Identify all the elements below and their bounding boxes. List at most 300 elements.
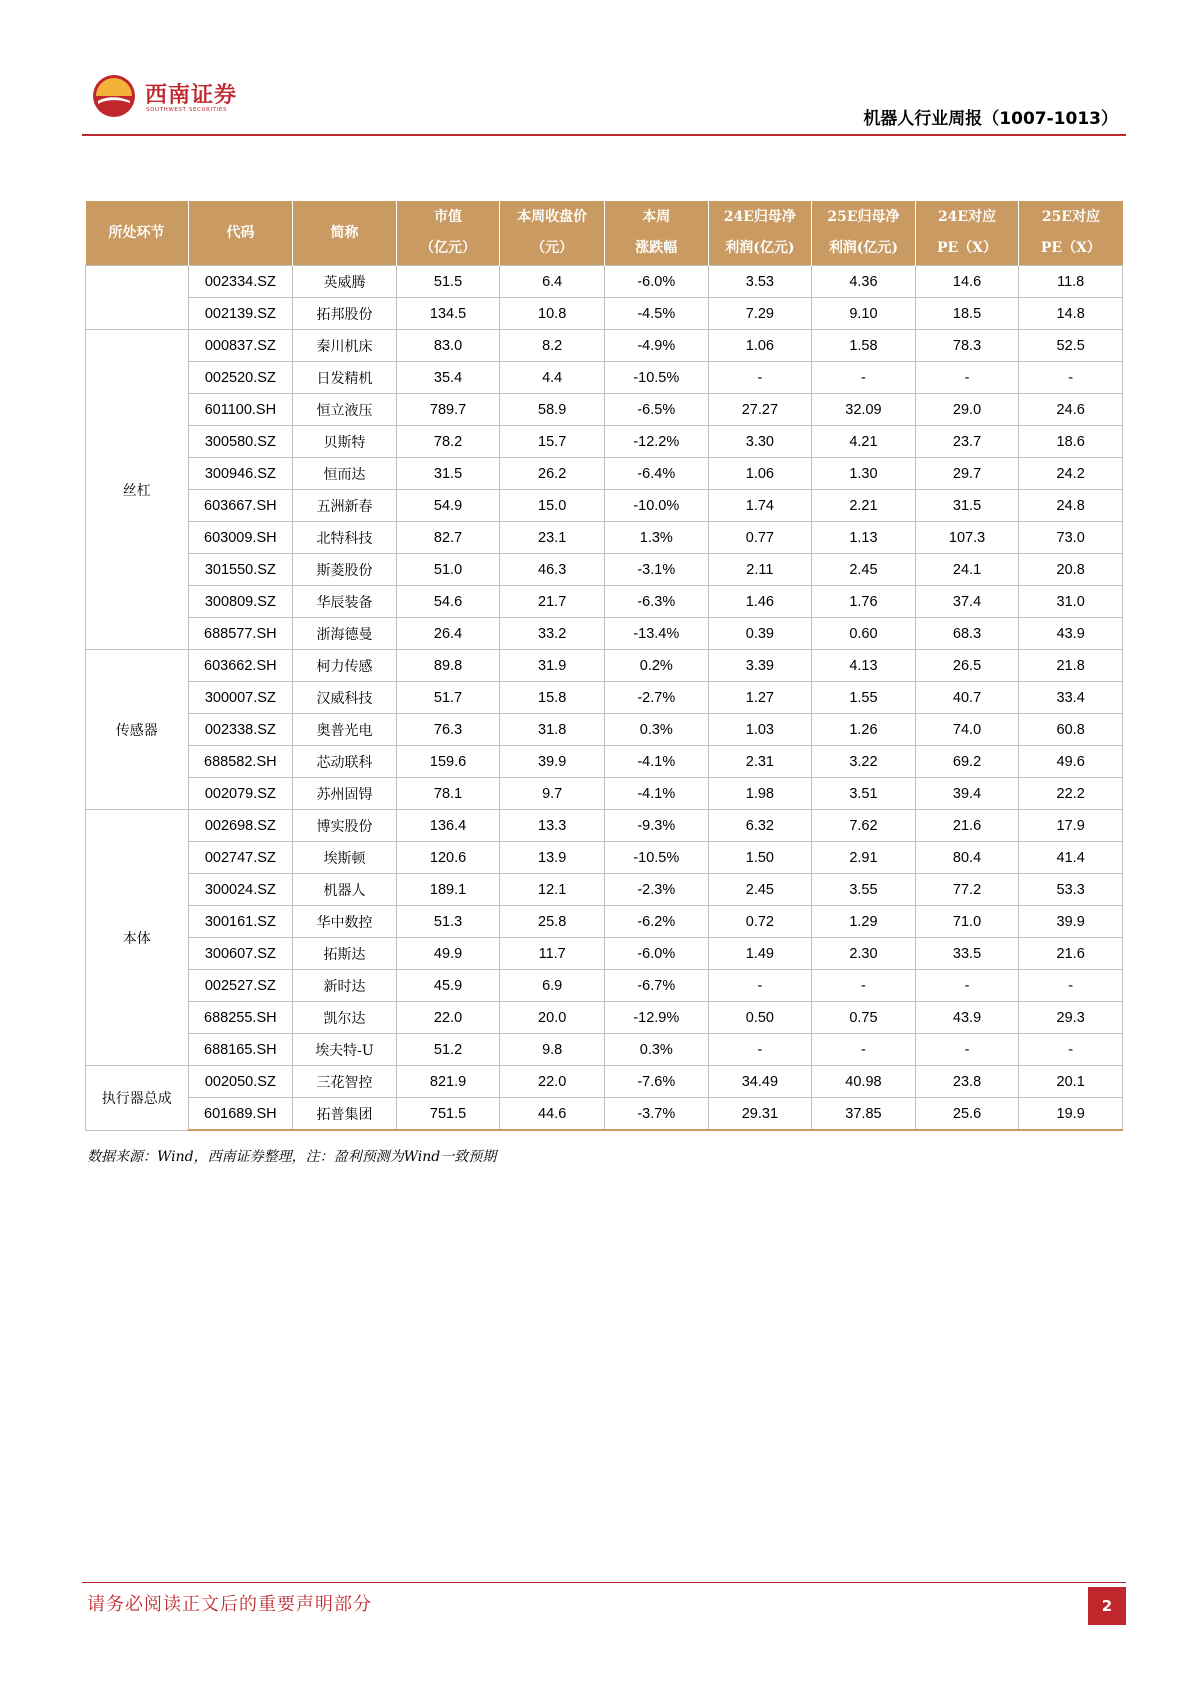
profit-24e-cell: 1.46 [708, 586, 812, 618]
profit-25e-cell: 9.10 [812, 298, 916, 330]
header-text: 简称 [330, 224, 359, 241]
weekly-change-cell: -4.9% [605, 330, 709, 362]
pe-25e-cell: 41.4 [1019, 842, 1123, 874]
pe-25e-cell: 24.2 [1019, 458, 1123, 490]
pe-24e-cell: 25.6 [915, 1098, 1019, 1131]
pe-25e-cell: 18.6 [1019, 426, 1123, 458]
market-cap-cell: 45.9 [396, 970, 500, 1002]
pe-24e-cell: 74.0 [915, 714, 1019, 746]
page-number: 2 [1088, 1587, 1126, 1625]
weekly-change-cell: -6.0% [605, 938, 709, 970]
profit-24e-cell: 0.77 [708, 522, 812, 554]
header-text: 所处环节 [108, 224, 165, 241]
weekly-change-cell: 0.2% [605, 650, 709, 682]
header-cell [708, 201, 812, 266]
name-cell: 秦川机床 [293, 330, 397, 362]
profit-24e-cell: 3.39 [708, 650, 812, 682]
profit-24e-cell: 2.45 [708, 874, 812, 906]
close-price-cell: 10.8 [500, 298, 605, 330]
code-cell: 300161.SZ [188, 906, 293, 938]
profit-25e-cell: 1.26 [812, 714, 916, 746]
profit-24e-cell: 1.98 [708, 778, 812, 810]
weekly-change-cell: -6.4% [605, 458, 709, 490]
profit-24e-cell: 1.03 [708, 714, 812, 746]
profit-25e-cell: 32.09 [812, 394, 916, 426]
pe-25e-cell: 19.9 [1019, 1098, 1123, 1131]
pe-25e-cell: 29.3 [1019, 1002, 1123, 1034]
close-price-cell: 39.9 [500, 746, 605, 778]
close-price-cell: 9.7 [500, 778, 605, 810]
profit-25e-cell: 2.45 [812, 554, 916, 586]
pe-24e-cell: 33.5 [915, 938, 1019, 970]
pe-24e-cell: 78.3 [915, 330, 1019, 362]
market-cap-cell: 54.6 [396, 586, 500, 618]
table-row [86, 554, 1123, 586]
weekly-change-cell: -6.5% [605, 394, 709, 426]
close-price-cell: 6.9 [500, 970, 605, 1002]
profit-25e-cell: 1.13 [812, 522, 916, 554]
profit-24e-cell: 1.50 [708, 842, 812, 874]
pe-24e-cell: 26.5 [915, 650, 1019, 682]
market-cap-cell: 51.0 [396, 554, 500, 586]
pe-25e-cell: 53.3 [1019, 874, 1123, 906]
market-cap-cell: 89.8 [396, 650, 500, 682]
header-text: 25E对应 [1041, 209, 1100, 225]
profit-25e-cell: 37.85 [812, 1098, 916, 1131]
code-cell: 300607.SZ [188, 938, 293, 970]
weekly-change-cell: -2.3% [605, 874, 709, 906]
market-cap-cell: 789.7 [396, 394, 500, 426]
code-cell: 002334.SZ [188, 266, 293, 298]
table-row [86, 618, 1123, 650]
header-cell [500, 201, 605, 266]
close-price-cell: 9.8 [500, 1034, 605, 1066]
close-price-cell: 6.4 [500, 266, 605, 298]
weekly-change-cell: -10.5% [605, 362, 709, 394]
profit-25e-cell: 3.22 [812, 746, 916, 778]
profit-25e-cell: 4.36 [812, 266, 916, 298]
profit-25e-cell: 1.30 [812, 458, 916, 490]
name-cell: 汉威科技 [293, 682, 397, 714]
header-cell [188, 201, 293, 266]
profit-25e-cell: - [812, 1034, 916, 1066]
header-cell [605, 201, 709, 266]
weekly-change-cell: -7.6% [605, 1066, 709, 1098]
code-cell: 603667.SH [188, 490, 293, 522]
close-price-cell: 25.8 [500, 906, 605, 938]
code-cell: 601689.SH [188, 1098, 293, 1131]
header-text: 代码 [226, 224, 255, 241]
segment-cell: 执行器总成 [86, 1066, 189, 1131]
table-body [86, 266, 1123, 1131]
profit-24e-cell: 1.27 [708, 682, 812, 714]
profit-25e-cell: 3.51 [812, 778, 916, 810]
close-price-cell: 31.9 [500, 650, 605, 682]
profit-25e-cell: 40.98 [812, 1066, 916, 1098]
pe-25e-cell: 17.9 [1019, 810, 1123, 842]
pe-25e-cell: 43.9 [1019, 618, 1123, 650]
table-row [86, 874, 1123, 906]
table-header [86, 201, 1123, 266]
profit-24e-cell: 3.53 [708, 266, 812, 298]
table-row [86, 1002, 1123, 1034]
header-cell [293, 201, 397, 266]
pe-25e-cell: 24.6 [1019, 394, 1123, 426]
weekly-change-cell: -12.2% [605, 426, 709, 458]
profit-25e-cell: 7.62 [812, 810, 916, 842]
header-text: PE（X） [936, 240, 998, 256]
code-cell: 002520.SZ [188, 362, 293, 394]
market-cap-cell: 189.1 [396, 874, 500, 906]
weekly-change-cell: -13.4% [605, 618, 709, 650]
table-row [86, 810, 1123, 842]
pe-24e-cell: 43.9 [915, 1002, 1019, 1034]
header-cell [396, 201, 500, 266]
code-cell: 688582.SH [188, 746, 293, 778]
close-price-cell: 46.3 [500, 554, 605, 586]
market-cap-cell: 83.0 [396, 330, 500, 362]
profit-24e-cell: 1.49 [708, 938, 812, 970]
weekly-change-cell: -3.1% [605, 554, 709, 586]
table-row [86, 650, 1123, 682]
header-cell [86, 201, 189, 266]
segment-cell: 丝杠 [86, 330, 189, 650]
code-cell: 002747.SZ [188, 842, 293, 874]
profit-25e-cell: 1.55 [812, 682, 916, 714]
profit-25e-cell: - [812, 362, 916, 394]
profit-25e-cell: - [812, 970, 916, 1002]
close-price-cell: 15.0 [500, 490, 605, 522]
header-cell [915, 201, 1019, 266]
code-cell: 688577.SH [188, 618, 293, 650]
profit-24e-cell: 7.29 [708, 298, 812, 330]
header-text: （元） [531, 240, 574, 256]
profit-24e-cell: 0.39 [708, 618, 812, 650]
profit-24e-cell: - [708, 970, 812, 1002]
market-cap-cell: 49.9 [396, 938, 500, 970]
table-row [86, 586, 1123, 618]
segment-cell [86, 266, 189, 330]
header-text: PE（X） [1040, 240, 1101, 256]
weekly-change-cell: -9.3% [605, 810, 709, 842]
pe-24e-cell: - [915, 1034, 1019, 1066]
table-row [86, 394, 1123, 426]
pe-25e-cell: 20.1 [1019, 1066, 1123, 1098]
name-cell: 苏州固锝 [293, 778, 397, 810]
code-cell: 002139.SZ [188, 298, 293, 330]
code-cell: 002079.SZ [188, 778, 293, 810]
profit-25e-cell: 0.75 [812, 1002, 916, 1034]
weekly-change-cell: -4.1% [605, 778, 709, 810]
table-row [86, 970, 1123, 1002]
close-price-cell: 44.6 [500, 1098, 605, 1131]
code-cell: 601100.SH [188, 394, 293, 426]
weekly-change-cell: -6.0% [605, 266, 709, 298]
header-text: 本周 [642, 209, 671, 225]
close-price-cell: 13.3 [500, 810, 605, 842]
weekly-change-cell: -10.5% [605, 842, 709, 874]
company-logo [92, 74, 252, 122]
pe-25e-cell: - [1019, 970, 1123, 1002]
table-row [86, 266, 1123, 298]
close-price-cell: 58.9 [500, 394, 605, 426]
pe-24e-cell: 31.5 [915, 490, 1019, 522]
header-text: 25E归母净 [827, 209, 900, 225]
header-text: 本周收盘价 [517, 209, 588, 225]
code-cell: 688255.SH [188, 1002, 293, 1034]
report-title: 机器人行业周报（1007-1013） [863, 109, 1118, 129]
table-row [86, 746, 1123, 778]
weekly-change-cell: -6.3% [605, 586, 709, 618]
pe-24e-cell: 107.3 [915, 522, 1019, 554]
close-price-cell: 4.4 [500, 362, 605, 394]
header-text: 利润(亿元) [725, 240, 795, 256]
logo-emblem-icon [92, 74, 136, 118]
market-cap-cell: 51.5 [396, 266, 500, 298]
header-text: 24E对应 [937, 209, 997, 225]
segment-cell: 本体 [86, 810, 189, 1066]
name-cell: 埃斯顿 [293, 842, 397, 874]
code-cell: 300007.SZ [188, 682, 293, 714]
name-cell: 拓普集团 [293, 1098, 397, 1131]
profit-24e-cell: 27.27 [708, 394, 812, 426]
table-row [86, 490, 1123, 522]
table-row [86, 458, 1123, 490]
logo-english-name: SOUTHWEST SECURITIES [146, 107, 228, 113]
name-cell: 浙海德曼 [293, 618, 397, 650]
footer-divider [82, 1582, 1126, 1583]
pe-24e-cell: 14.6 [915, 266, 1019, 298]
pe-24e-cell: 18.5 [915, 298, 1019, 330]
code-cell: 300809.SZ [188, 586, 293, 618]
name-cell: 博实股份 [293, 810, 397, 842]
table-row [86, 906, 1123, 938]
weekly-change-cell: -10.0% [605, 490, 709, 522]
name-cell: 五洲新春 [293, 490, 397, 522]
pe-24e-cell: 40.7 [915, 682, 1019, 714]
market-cap-cell: 51.3 [396, 906, 500, 938]
market-cap-cell: 136.4 [396, 810, 500, 842]
pe-24e-cell: 39.4 [915, 778, 1019, 810]
name-cell: 拓斯达 [293, 938, 397, 970]
table-row [86, 522, 1123, 554]
profit-24e-cell: - [708, 362, 812, 394]
name-cell: 华辰装备 [293, 586, 397, 618]
profit-25e-cell: 4.21 [812, 426, 916, 458]
header-divider [82, 134, 1126, 136]
market-cap-cell: 134.5 [396, 298, 500, 330]
table-row [86, 682, 1123, 714]
market-cap-cell: 54.9 [396, 490, 500, 522]
pe-25e-cell: 33.4 [1019, 682, 1123, 714]
pe-24e-cell: 23.7 [915, 426, 1019, 458]
close-price-cell: 15.8 [500, 682, 605, 714]
profit-24e-cell: 1.74 [708, 490, 812, 522]
table-row [86, 778, 1123, 810]
close-price-cell: 31.8 [500, 714, 605, 746]
name-cell: 埃夫特-U [293, 1034, 397, 1066]
market-cap-cell: 76.3 [396, 714, 500, 746]
code-cell: 688165.SH [188, 1034, 293, 1066]
weekly-change-cell: -6.7% [605, 970, 709, 1002]
name-cell: 贝斯特 [293, 426, 397, 458]
pe-25e-cell: 21.6 [1019, 938, 1123, 970]
profit-24e-cell: 29.31 [708, 1098, 812, 1131]
pe-25e-cell: - [1019, 362, 1123, 394]
table-row [86, 1066, 1123, 1098]
name-cell: 英威腾 [293, 266, 397, 298]
market-cap-cell: 120.6 [396, 842, 500, 874]
profit-25e-cell: 4.13 [812, 650, 916, 682]
name-cell: 日发精机 [293, 362, 397, 394]
footer-disclaimer: 请务必阅读正文后的重要声明部分 [87, 1594, 372, 1615]
profit-24e-cell: 6.32 [708, 810, 812, 842]
name-cell: 柯力传感 [293, 650, 397, 682]
header-text: 市值 [434, 209, 463, 225]
weekly-change-cell: -6.2% [605, 906, 709, 938]
market-cap-cell: 51.7 [396, 682, 500, 714]
profit-25e-cell: 1.76 [812, 586, 916, 618]
pe-25e-cell: 14.8 [1019, 298, 1123, 330]
code-cell: 002338.SZ [188, 714, 293, 746]
weekly-change-cell: -4.5% [605, 298, 709, 330]
pe-25e-cell: - [1019, 1034, 1123, 1066]
table-row [86, 714, 1123, 746]
code-cell: 603009.SH [188, 522, 293, 554]
profit-25e-cell: 2.21 [812, 490, 916, 522]
header-cell [812, 201, 916, 266]
pe-24e-cell: 24.1 [915, 554, 1019, 586]
name-cell: 芯动联科 [293, 746, 397, 778]
close-price-cell: 13.9 [500, 842, 605, 874]
profit-25e-cell: 2.30 [812, 938, 916, 970]
market-cap-cell: 159.6 [396, 746, 500, 778]
header-cell [1019, 201, 1123, 266]
pe-24e-cell: - [915, 362, 1019, 394]
table-row [86, 362, 1123, 394]
profit-25e-cell: 0.60 [812, 618, 916, 650]
name-cell: 北特科技 [293, 522, 397, 554]
code-cell: 603662.SH [188, 650, 293, 682]
name-cell: 斯菱股份 [293, 554, 397, 586]
name-cell: 华中数控 [293, 906, 397, 938]
pe-25e-cell: 73.0 [1019, 522, 1123, 554]
code-cell: 000837.SZ [188, 330, 293, 362]
profit-25e-cell: 1.29 [812, 906, 916, 938]
pe-24e-cell: 23.8 [915, 1066, 1019, 1098]
pe-25e-cell: 22.2 [1019, 778, 1123, 810]
profit-24e-cell: 2.31 [708, 746, 812, 778]
table-header-row [86, 201, 1123, 266]
name-cell: 奥普光电 [293, 714, 397, 746]
code-cell: 002527.SZ [188, 970, 293, 1002]
market-cap-cell: 751.5 [396, 1098, 500, 1131]
profit-25e-cell: 2.91 [812, 842, 916, 874]
close-price-cell: 8.2 [500, 330, 605, 362]
name-cell: 拓邦股份 [293, 298, 397, 330]
weekly-change-cell: -12.9% [605, 1002, 709, 1034]
weekly-change-cell: -4.1% [605, 746, 709, 778]
source-note: 数据来源：Wind，西南证券整理，注：盈利预测为Wind一致预期 [87, 1149, 497, 1165]
header-text: 涨跌幅 [635, 240, 678, 256]
close-price-cell: 33.2 [500, 618, 605, 650]
code-cell: 300580.SZ [188, 426, 293, 458]
weekly-change-cell: 0.3% [605, 714, 709, 746]
code-cell: 301550.SZ [188, 554, 293, 586]
market-cap-cell: 22.0 [396, 1002, 500, 1034]
profit-24e-cell: 2.11 [708, 554, 812, 586]
header-text: （亿元） [420, 240, 477, 256]
weekly-change-cell: -3.7% [605, 1098, 709, 1131]
close-price-cell: 22.0 [500, 1066, 605, 1098]
profit-25e-cell: 3.55 [812, 874, 916, 906]
pe-25e-cell: 20.8 [1019, 554, 1123, 586]
table-row [86, 330, 1123, 362]
pe-25e-cell: 21.8 [1019, 650, 1123, 682]
market-cap-cell: 78.2 [396, 426, 500, 458]
profit-24e-cell: 0.50 [708, 1002, 812, 1034]
weekly-change-cell: 0.3% [605, 1034, 709, 1066]
pe-24e-cell: - [915, 970, 1019, 1002]
pe-24e-cell: 80.4 [915, 842, 1019, 874]
stock-valuation-table [85, 201, 1123, 1131]
code-cell: 300024.SZ [188, 874, 293, 906]
weekly-change-cell: -2.7% [605, 682, 709, 714]
close-price-cell: 23.1 [500, 522, 605, 554]
table-row [86, 1098, 1123, 1131]
pe-24e-cell: 71.0 [915, 906, 1019, 938]
table-row [86, 842, 1123, 874]
close-price-cell: 11.7 [500, 938, 605, 970]
segment-cell: 传感器 [86, 650, 189, 810]
close-price-cell: 15.7 [500, 426, 605, 458]
logo-chinese-name: 西南证券 [145, 82, 238, 108]
profit-25e-cell: 1.58 [812, 330, 916, 362]
market-cap-cell: 26.4 [396, 618, 500, 650]
pe-24e-cell: 37.4 [915, 586, 1019, 618]
name-cell: 新时达 [293, 970, 397, 1002]
pe-25e-cell: 52.5 [1019, 330, 1123, 362]
pe-24e-cell: 68.3 [915, 618, 1019, 650]
profit-24e-cell: 0.72 [708, 906, 812, 938]
pe-24e-cell: 77.2 [915, 874, 1019, 906]
close-price-cell: 20.0 [500, 1002, 605, 1034]
weekly-change-cell: 1.3% [605, 522, 709, 554]
pe-25e-cell: 39.9 [1019, 906, 1123, 938]
pe-24e-cell: 69.2 [915, 746, 1019, 778]
header-text: 利润(亿元) [828, 240, 899, 256]
header-text: 24E归母净 [723, 209, 796, 225]
pe-25e-cell: 24.8 [1019, 490, 1123, 522]
pe-25e-cell: 60.8 [1019, 714, 1123, 746]
code-cell: 300946.SZ [188, 458, 293, 490]
market-cap-cell: 51.2 [396, 1034, 500, 1066]
profit-24e-cell: 1.06 [708, 330, 812, 362]
market-cap-cell: 82.7 [396, 522, 500, 554]
table-row [86, 298, 1123, 330]
market-cap-cell: 31.5 [396, 458, 500, 490]
pe-25e-cell: 49.6 [1019, 746, 1123, 778]
profit-24e-cell: 3.30 [708, 426, 812, 458]
code-cell: 002698.SZ [188, 810, 293, 842]
profit-24e-cell: 1.06 [708, 458, 812, 490]
market-cap-cell: 35.4 [396, 362, 500, 394]
pe-24e-cell: 29.0 [915, 394, 1019, 426]
name-cell: 机器人 [293, 874, 397, 906]
name-cell: 恒立液压 [293, 394, 397, 426]
pe-24e-cell: 21.6 [915, 810, 1019, 842]
code-cell: 002050.SZ [188, 1066, 293, 1098]
